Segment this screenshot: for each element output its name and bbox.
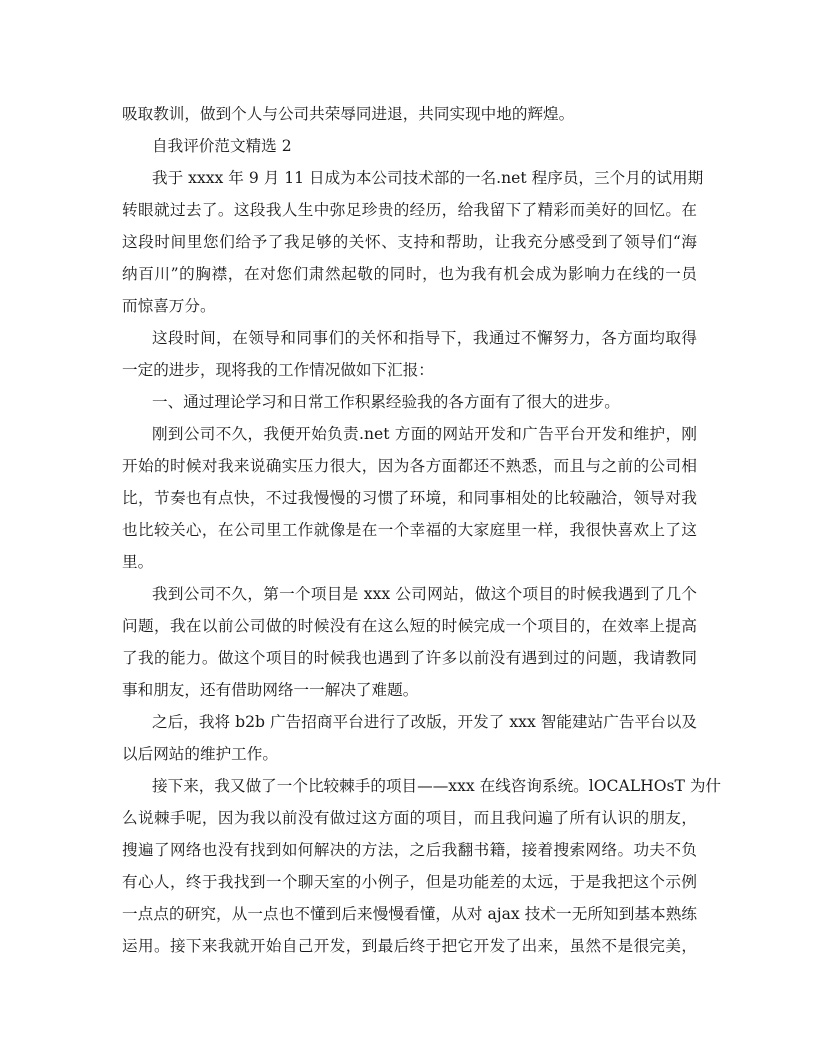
text-line: 一定的进步，现将我的工作情况做如下汇报：: [122, 361, 434, 379]
list-heading: 一、通过理论学习和日常工作积累经验我的各方面有了很大的进步。: [152, 393, 620, 411]
text-line: 里。: [122, 553, 154, 571]
text-line: 刚到公司不久，我便开始负责.net 方面的网站开发和广告平台开发和维护，刚: [152, 425, 697, 443]
section-heading: 自我评价范文精选 2: [152, 137, 292, 155]
text-line: 这段时间里您们给予了我足够的关怀、支持和帮助，让我充分感受到了领导们“海: [122, 233, 697, 251]
text-line: 问题，我在以前公司做的时候没有在这么短的时候完成一个项目的，在效率上提高: [122, 617, 697, 635]
text-line: 了我的能力。做这个项目的时候我也遇到了许多以前没有遇到过的问题，我请教同: [122, 649, 697, 667]
text-line: 吸取教训，做到个人与公司共荣辱同进退，共同实现中地的辉煌。: [122, 105, 575, 123]
text-line: 事和朋友，还有借助网络一一解决了难题。: [122, 681, 419, 699]
text-line: 纳百川”的胸襟，在对您们肃然起敬的同时，也为我有机会成为影响力在线的一员: [122, 265, 697, 283]
text-line: 这段时间，在领导和同事们的关怀和指导下，我通过不懈努力，各方面均取得: [152, 329, 697, 347]
text-line: 接下来，我又做了一个比较棘手的项目——xxx 在线咨询系统。lOCALHOsT 为什: [152, 777, 722, 795]
text-line: 也比较关心，在公司里工作就像是在一个幸福的大家庭里一样，我很快喜欢上了这: [122, 521, 697, 539]
text-line: 我于 xxxx 年 9 月 11 日成为本公司技术部的一名.net 程序员，三个月的试用期: [152, 169, 704, 187]
text-line: 我到公司不久，第一个项目是 xxx 公司网站，做这个项目的时候我遇到了几个: [152, 585, 697, 603]
text-line: 之后，我将 b2b 广告招商平台进行了改版，开发了 xxx 智能建站广告平台以及: [152, 713, 697, 731]
text-line: 开始的时候对我来说确实压力很大，因为各方面都还不熟悉，而且与之前的公司相: [122, 457, 697, 475]
text-line: 么说棘手呢，因为我以前没有做过这方面的项目，而且我问遍了所有认识的朋友，: [122, 809, 697, 827]
text-line: 转眼就过去了。这段我人生中弥足珍贵的经历，给我留下了精彩而美好的回忆。在: [122, 201, 697, 219]
text-line: 有心人，终于我找到一个聊天室的小例子，但是功能差的太远，于是我把这个示例: [122, 873, 697, 891]
text-line: 而惊喜万分。: [122, 297, 216, 315]
text-line: 以后网站的维护工作。: [122, 745, 278, 763]
text-line: 搜遍了网络也没有找到如何解决的方法，之后我翻书籍，接着搜索网络。功夫不负: [122, 841, 697, 859]
text-line: 运用。接下来我就开始自己开发，到最后终于把它开发了出来，虽然不是很完美，: [122, 937, 697, 955]
text-line: 一点点的研究，从一点也不懂到后来慢慢看懂，从对 ajax 技术一无所知到基本熟练: [122, 905, 697, 923]
text-line: 比，节奏也有点快，不过我慢慢的习惯了环境，和同事相处的比较融洽，领导对我: [122, 489, 697, 507]
